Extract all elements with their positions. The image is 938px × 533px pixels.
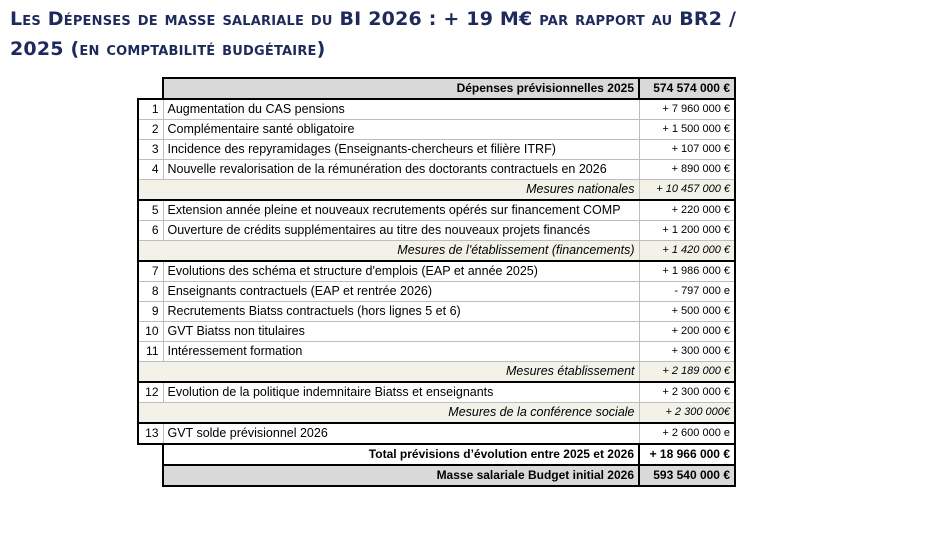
row-number: 2	[138, 120, 163, 140]
row-label: Complémentaire santé obligatoire	[163, 120, 639, 140]
header-value: 574 574 000 €	[639, 78, 735, 99]
final-row	[138, 465, 735, 486]
row-value: + 107 000 €	[639, 140, 735, 160]
table-row	[138, 120, 735, 140]
total-value: + 18 966 000 €	[639, 444, 735, 465]
row-label: GVT solde prévisionnel 2026	[163, 423, 639, 444]
subtotal-value: + 10 457 000 €	[639, 180, 735, 201]
subtotal-value: + 2 189 000 €	[639, 362, 735, 383]
table-row	[138, 302, 735, 322]
row-number: 10	[138, 322, 163, 342]
subtotal-row	[138, 241, 735, 262]
total-row	[138, 444, 735, 465]
row-value: + 1 200 000 €	[639, 221, 735, 241]
row-number: 1	[138, 99, 163, 120]
row-value: + 2 600 000 e	[639, 423, 735, 444]
row-number: 9	[138, 302, 163, 322]
table-row	[138, 282, 735, 302]
table-row	[138, 160, 735, 180]
row-number: 4	[138, 160, 163, 180]
total-spacer	[138, 444, 163, 465]
row-value: + 1 500 000 €	[639, 120, 735, 140]
row-value: + 500 000 €	[639, 302, 735, 322]
subtotal-label: Mesures nationales	[163, 180, 639, 201]
table-row	[138, 322, 735, 342]
table-row	[138, 261, 735, 282]
row-value: + 2 300 000 €	[639, 382, 735, 403]
final-spacer	[138, 465, 163, 486]
subtotal-row	[138, 180, 735, 201]
row-value: - 797 000 e	[639, 282, 735, 302]
row-value: + 300 000 €	[639, 342, 735, 362]
salary-expense-table	[137, 77, 736, 487]
subtotal-num	[138, 180, 163, 201]
subtotal-label: Mesures établissement	[163, 362, 639, 383]
row-number: 3	[138, 140, 163, 160]
subtotal-row	[138, 403, 735, 424]
subtotal-num	[138, 403, 163, 424]
row-number: 7	[138, 261, 163, 282]
final-value: 593 540 000 €	[639, 465, 735, 486]
row-number: 8	[138, 282, 163, 302]
subtotal-num	[138, 362, 163, 383]
table-row	[138, 423, 735, 444]
row-number: 12	[138, 382, 163, 403]
row-value: + 200 000 €	[639, 322, 735, 342]
row-label: Recrutements Biatss contractuels (hors lignes 5 et 6)	[163, 302, 639, 322]
row-value: + 890 000 €	[639, 160, 735, 180]
table-row	[138, 140, 735, 160]
title-line-1: Les Dépenses de masse salariale du BI 2026 : + 19 M€ par rapport au BR2 /	[10, 8, 737, 30]
header-row	[138, 78, 735, 99]
subtotal-num	[138, 241, 163, 262]
final-label: Masse salariale Budget initial 2026	[163, 465, 639, 486]
row-label: Ouverture de crédits supplémentaires au titre des nouveaux projets financés	[163, 221, 639, 241]
row-number: 13	[138, 423, 163, 444]
row-label: Augmentation du CAS pensions	[163, 99, 639, 120]
row-label: GVT Biatss non titulaires	[163, 322, 639, 342]
subtotal-label: Mesures de la conférence sociale	[163, 403, 639, 424]
subtotal-row	[138, 362, 735, 383]
subtotal-value: + 1 420 000 €	[639, 241, 735, 262]
row-value: + 7 960 000 €	[639, 99, 735, 120]
table-row	[138, 221, 735, 241]
header-spacer	[138, 78, 163, 99]
row-number: 5	[138, 200, 163, 221]
row-label: Evolutions des schéma et structure d'emplois (EAP et année 2025)	[163, 261, 639, 282]
row-value: + 1 986 000 €	[639, 261, 735, 282]
title-line-2: 2025 (en comptabilité budgétaire)	[10, 38, 326, 60]
row-label: Incidence des repyramidages (Enseignants-chercheurs et filière ITRF)	[163, 140, 639, 160]
row-label: Intéressement formation	[163, 342, 639, 362]
row-value: + 220 000 €	[639, 200, 735, 221]
total-label: Total prévisions d’évolution entre 2025 et 2026	[163, 444, 639, 465]
row-label: Nouvelle revalorisation de la rémunération des doctorants contractuels en 2026	[163, 160, 639, 180]
row-label: Extension année pleine et nouveaux recrutements opérés sur financement COMP	[163, 200, 639, 221]
subtotal-label: Mesures de l'établissement (financements)	[163, 241, 639, 262]
header-label: Dépenses prévisionnelles 2025	[163, 78, 639, 99]
row-number: 11	[138, 342, 163, 362]
row-label: Enseignants contractuels (EAP et rentrée 2026)	[163, 282, 639, 302]
table-row	[138, 382, 735, 403]
subtotal-value: + 2 300 000€	[639, 403, 735, 424]
row-number: 6	[138, 221, 163, 241]
table-row	[138, 200, 735, 221]
table-row	[138, 342, 735, 362]
page-title	[10, 4, 920, 64]
table-row	[138, 99, 735, 120]
row-label: Evolution de la politique indemnitaire Biatss et enseignants	[163, 382, 639, 403]
